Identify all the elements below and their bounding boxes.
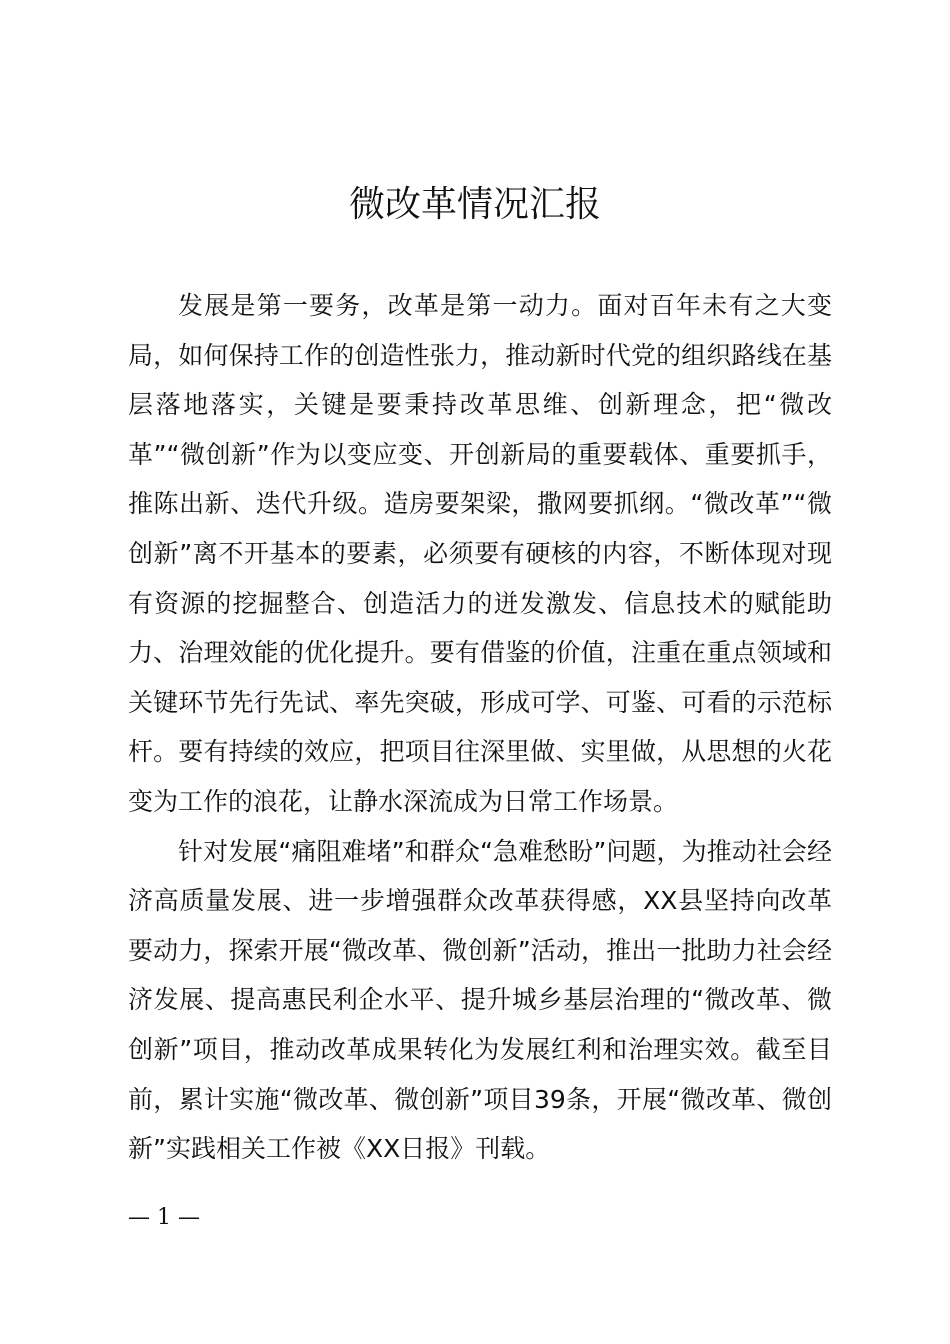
document-title: 微改革情况汇报	[348, 184, 601, 225]
paragraph-2: 针对发展“痛阻难堵”和群众“急难愁盼”问题，为推动社会经济高质量发展、进一步增强群众改革获得感，XX县坚持向改革要动力，探索开展“微改革、微创新”活动，推出一批助力社会经济发展、提高惠民利企水平、提升城乡基层治理的“微改革、微创新”项目，推动改革成果转化为发展红利和治理实效。截至目前，累计实施“微改革、微创新”项目39条，开展“微改革、微创新”实践相关工作被《XX日报》刊载。	[128, 836, 832, 1164]
page-number: — 1 —	[128, 1205, 200, 1230]
document-body	[128, 281, 832, 1174]
paragraph-1: 发展是第一要务，改革是第一动力。面对百年未有之大变局，如何保持工作的创造性张力，推动新时代党的组织路线在基层落地落实，关键是要秉持改革思维、创新理念，把“微改革”“微创新”作为以变应变、开创新局的重要载体、重要抓手，推陈出新、迭代升级。造房要架梁，撒网要抓纲。“微改革”“微创新”离不开基本的要素，必须要有硬核的内容，不断体现对现有资源的挖掘整合、创造活力的迸发激发、信息技术的赋能助力、治理效能的优化提升。要有借鉴的价值，注重在重点领域和关键环节先行先试、率先突破，形成可学、可鉴、可看的示范标杆。要有持续的效应，把项目往深里做、实里做，从思想的火花变为工作的浪花，让静水深流成为日常工作场景。	[128, 291, 832, 816]
